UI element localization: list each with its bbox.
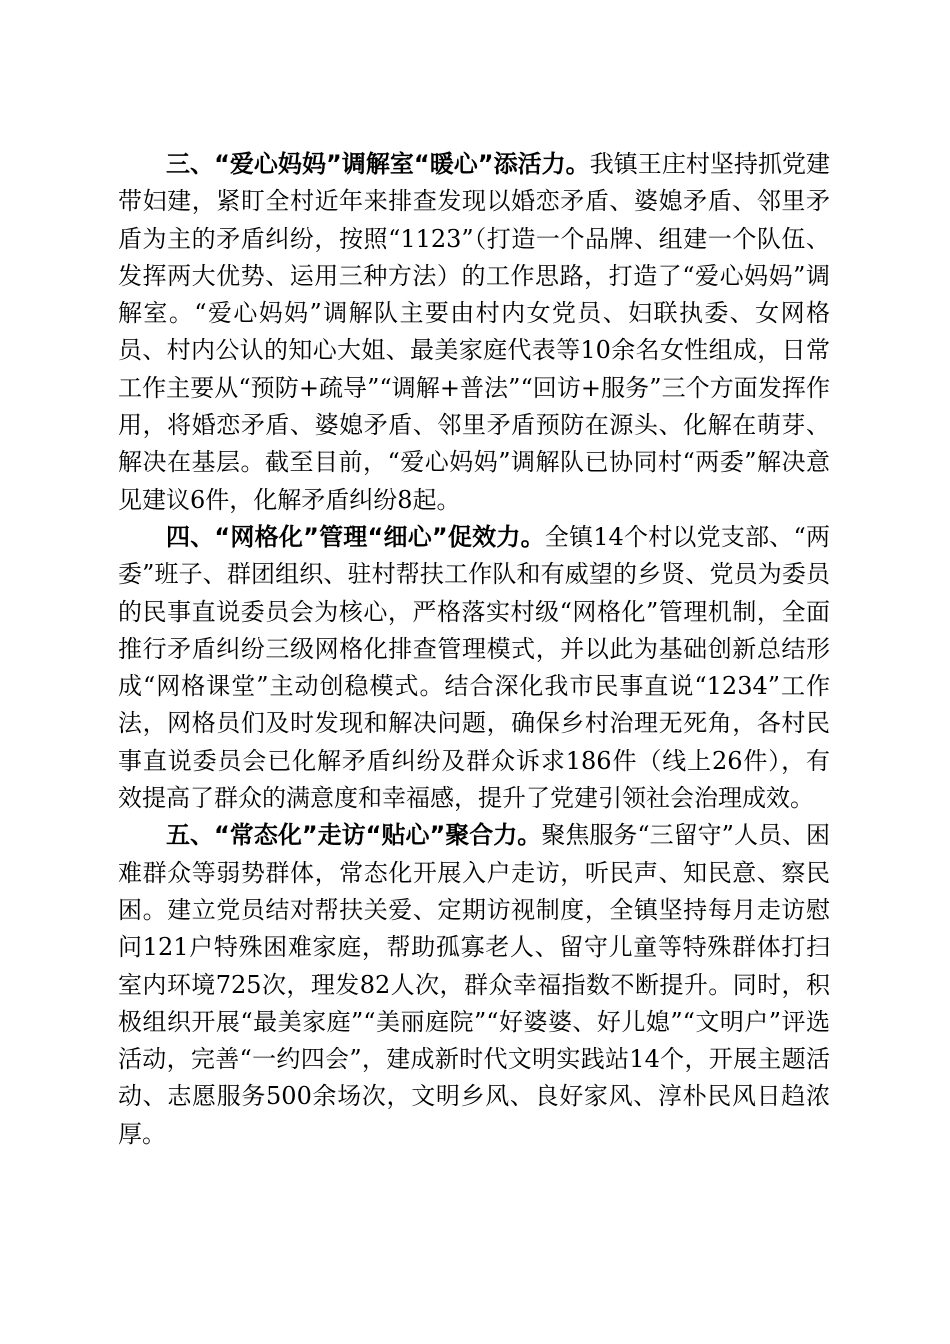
section-body-3: 我镇王庄村坚持抓党建带妇建，紧盯全村近年来排查发现以婚恋矛盾、婆媳矛盾、邻里矛盾为主的矛盾纠纷，按照“1123”（打造一个品牌、组建一个队伍、发挥两大优势、运用三种方法）的工作思路，打造了“爱心妈妈”调解室。“爱心妈妈”调解队主要由村内女党员、妇联执委、女网格员、村内公认的知心大姐、最美家庭代表等10余名女性组成，日常工作主要从“预防+疏导”“调解+普法”“回访+服务”三个方面发挥作用，将婚恋矛盾、婆媳矛盾、邻里矛盾预防在源头、化解在萌芽、解决在基层。截至目前，“爱心妈妈”调解队已协同村“两委”解决意见建议6件，化解矛盾纠纷8起。 <box>118 150 831 514</box>
section-heading-5: 五、“常态化”走访“贴心”聚合力。 <box>166 821 542 850</box>
section-heading-3: 三、“爱心妈妈”调解室“暖心”添活力。 <box>166 150 590 178</box>
section-body-4: 全镇14个村以党支部、“两委”班子、群团组织、驻村帮扶工作队和有威望的乡贤、党员为委员的民事直说委员会为核心，严格落实村级“网格化”管理机制，全面推行矛盾纠纷三级网格化排查管理模式，并以此为基础创新总结形成“网格课堂”主动创稳模式。结合深化我市民事直说“1234”工作法，网格员们及时发现和解决问题，确保乡村治理无死角，各村民事直说委员会已化解矛盾纠纷及群众诉求186件（线上26件），有效提高了群众的满意度和幸福感，提升了党建引领社会治理成效。 <box>118 522 830 813</box>
document-page <box>118 146 830 1153</box>
paragraph-section-5 <box>118 817 830 1153</box>
paragraph-section-4 <box>118 519 830 817</box>
section-body-5: 聚焦服务“三留守”人员、困难群众等弱势群体，常态化开展入户走访，听民声、知民意、察民困。建立党员结对帮扶关爱、定期访视制度，全镇坚持每月走访慰问121户特殊困难家庭，帮助孤寡老人、留守儿童等特殊群体打扫室内环境725次，理发82人次，群众幸福指数不断提升。同时，积极组织开展“最美家庭”“美丽庭院”“好婆婆、好儿媳”“文明户”评选活动，完善“一约四会”，建成新时代文明实践站14个，开展主题活动、志愿服务500余场次，文明乡风、良好家风、淳朴民风日趋浓厚。 <box>118 821 830 1148</box>
section-heading-4: 四、“网格化”管理“细心”促效力。 <box>166 522 545 551</box>
paragraph-section-3 <box>118 146 830 519</box>
